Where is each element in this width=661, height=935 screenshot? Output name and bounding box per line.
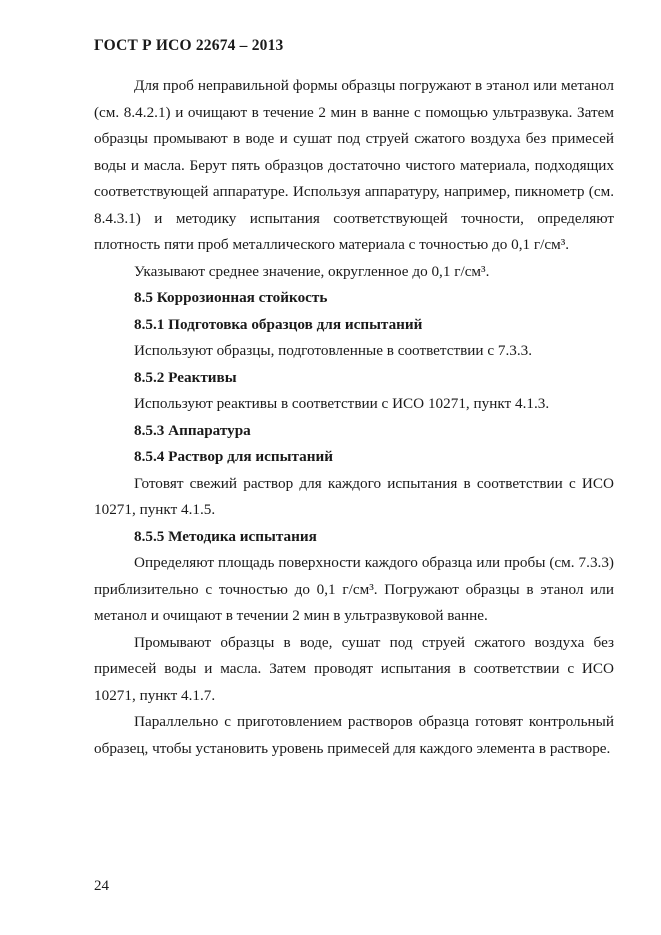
paragraph-density-procedure: Для проб неправильной формы образцы погружают в этанол или метанол (см. 8.4.2.1) и очищают в течение 2 мин в ванне с помощью ультразвука. Затем образцы промывают в воде и сушат под струей сжатого воздуха без примесей воды и масла. Берут пять образцов достаточно чистого материала, подходящих соответствующей аппаратуре. Используя аппаратуру, например, пикнометр (см. 8.4.3.1) и методику испытания соответствующей точности, определяют плотность пяти проб металлического материала с точностью до 0,1 г/см³.: [94, 77, 614, 253]
page-number: 24: [94, 878, 109, 894]
heading-8-5-2: 8.5.2 Реактивы: [134, 368, 237, 386]
paragraph-surface-area: Определяют площадь поверхности каждого образца или пробы (см. 7.3.3) приблизительно с точностью до 0,1 г/см³. Погружают образцы в этанол или метанол и очищают в течении 2 мин в ультразвуковой ванне.: [94, 554, 614, 624]
document-header: ГОСТ Р ИСО 22674 – 2013: [94, 37, 284, 54]
heading-8-5-3: 8.5.3 Аппаратура: [134, 421, 251, 439]
heading-8-5-4: 8.5.4 Раствор для испытаний: [134, 448, 333, 465]
document-body: [94, 73, 614, 762]
paragraph-average-value: Указывают среднее значение, округленное до 0,1 г/см³.: [134, 262, 490, 280]
heading-8-5: 8.5 Коррозионная стойкость: [134, 289, 328, 306]
paragraph-reagents: Используют реактивы в соответствии с ИСО 10271, пункт 4.1.3.: [134, 395, 550, 412]
paragraph-test-solution: Готовят свежий раствор для каждого испытания в соответствии с ИСО 10271, пункт 4.1.5.: [94, 474, 614, 518]
paragraph-specimens: Используют образцы, подготовленные в соответствии с 7.3.3.: [134, 342, 533, 359]
paragraph-rinse: Промывают образцы в воде, сушат под струей сжатого воздуха без примесей воды и масла. Затем проводят испытания в соответствии с ИСО 10271, пункт 4.1.7.: [94, 633, 614, 704]
heading-8-5-5: 8.5.5 Методика испытания: [134, 527, 317, 545]
heading-8-5-1: 8.5.1 Подготовка образцов для испытаний: [134, 315, 423, 333]
paragraph-control-sample: Параллельно с приготовлением растворов образца готовят контрольный образец, чтобы установить уровень примесей для каждого элемента в растворе.: [94, 713, 614, 757]
